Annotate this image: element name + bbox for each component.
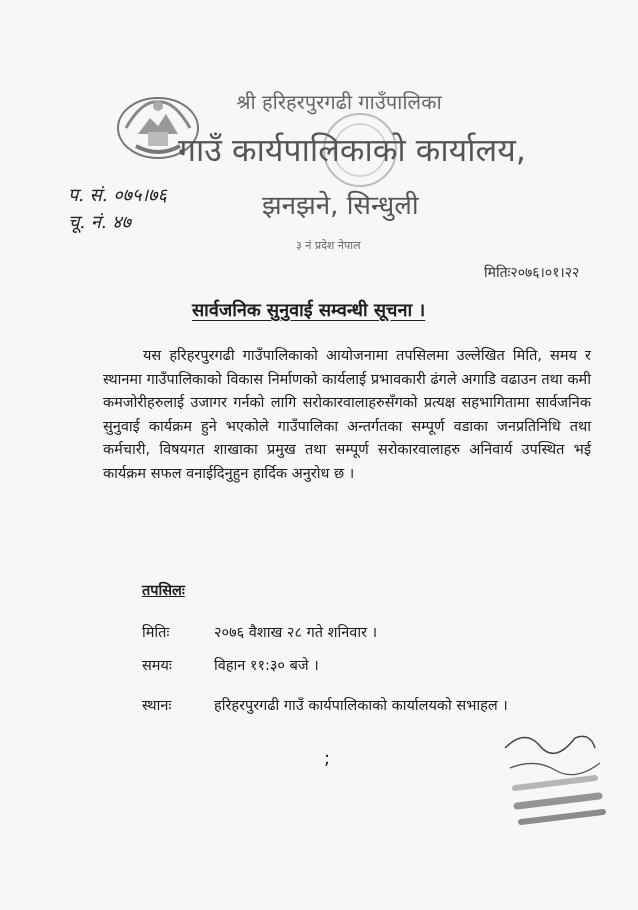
signature-stamp-icon: [495, 718, 615, 838]
details-heading: तपसिलः: [142, 583, 185, 599]
notice-title: सार्वजनिक सुनुवाई सम्वन्धी सूचना ।: [192, 300, 426, 321]
detail-label: स्थानः: [142, 698, 172, 714]
municipality-name: श्री हरिहरपुरगढी गाउँपालिका: [236, 90, 442, 114]
province-label: ३ नं प्रदेश नेपाल: [296, 239, 361, 252]
mark-symbol: ;: [324, 748, 331, 769]
detail-value: २०७६ वैशाख २८ गते शनिवार ।: [214, 625, 378, 641]
letter-number: प. सं. ०७५।७६: [68, 185, 167, 206]
office-name: गाउँ कार्यपालिकाको कार्यालय,: [178, 131, 526, 169]
dispatch-number: चू. नं. ४७: [68, 212, 132, 233]
issue-date: मितिः२०७६।०१।२२: [484, 265, 580, 281]
office-location: झनझने, सिन्धुली: [262, 191, 419, 221]
detail-label: मितिः: [142, 625, 170, 641]
notice-body: यस हरिहरपुरगढी गाउँपालिकाको आयोजनामा तपसिलमा उल्लेखित मिति, समय र स्थानमा गाउँपालिकाको विकास निर्माणको कार्यलाई प्रभावकारी ढंगले अगाडि वढाउन तथा कमी कमजोरीहरुलाई उजागर गर्नको लागि सरोकारवालाहरुसँगको प्रत्यक्ष सहभागितामा सार्वजनिक सुनुवाई कार्यक्रम हुने भएकोले गाउँपालिका अन्तर्गतका सम्पूर्ण वडाका जनप्रतिनिधि तथा कर्मचारी, विषयगत शाखाका प्रमुख तथा सम्पूर्ण सरोकारवालाहरु अनिवार्य उपस्थित भई कार्यक्रम सफल वनाईदिनुहुन हार्दिक अनुरोध छ ।: [103, 348, 591, 482]
detail-label: समयः: [142, 658, 172, 674]
detail-value: विहान ११:३० बजे ।: [214, 658, 319, 674]
detail-value: हरिहरपुरगढी गाउँ कार्यपालिकाको कार्यालयको सभाहल ।: [214, 698, 508, 714]
